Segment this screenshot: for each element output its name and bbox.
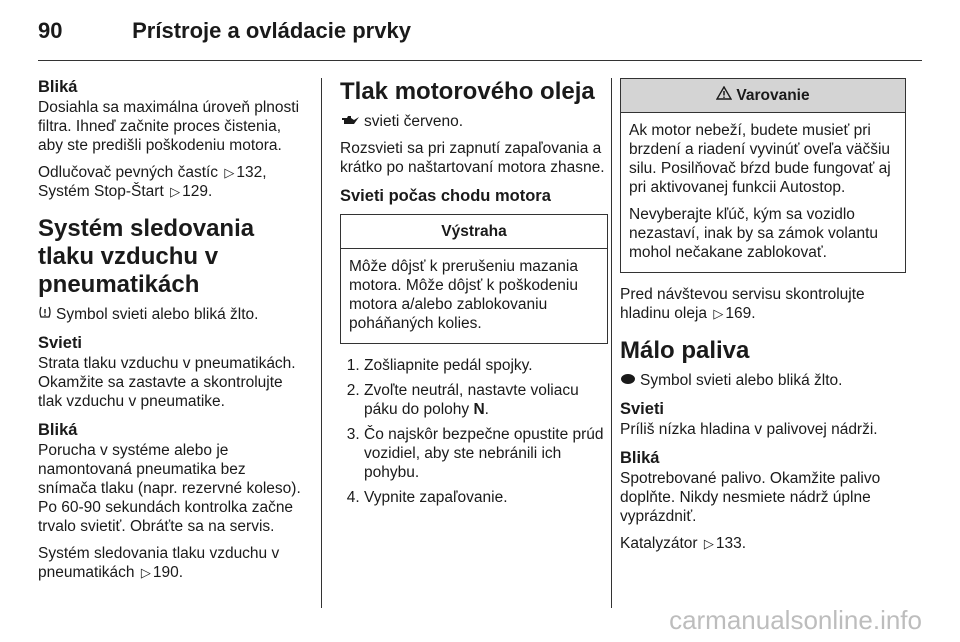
caution-box [340,214,608,344]
arrow-reference-icon: ▷ [170,184,181,199]
column-divider [321,78,322,608]
paragraph: Strata tlaku vzduchu v pneumatikách. Okamžite sa zastavte a skontrolujte tlak vzduchu v pneumatike. [38,355,296,410]
arrow-reference-icon: ▷ [224,165,235,180]
symbol-line: Symbol svieti alebo bliká žlto. [38,305,306,324]
page-title: Prístroje a ovládacie prvky [132,18,411,43]
watermark: carmanualsonline.info [669,605,922,635]
warning-box [620,78,906,273]
list-item: 2. Zvoľte neutrál, nastavte voliacu páku do polohy N. [364,381,608,419]
section-subheading: Svieti počas chodu motora [340,187,551,205]
steps-list [340,356,608,507]
section-subheading: Svieti [620,400,665,418]
paragraph: Spotrebované palivo. Okamžite palivo doplňte. Nikdy nesmiete nádrž úplne vyprázdniť. [620,470,881,525]
warning-triangle-icon [716,86,732,105]
section-subheading: Svieti [38,334,83,352]
column-right [620,78,906,561]
arrow-reference-icon: ▷ [703,536,714,551]
reference-paragraph: Systém sledovania tlaku vzduchu v pneumatikách ▷ 190. [38,545,280,581]
paragraph: Rozsvieti sa pri zapnutí zapaľovania a krátko po naštartovaní motora zhasne. [340,140,605,176]
column-left [38,78,306,590]
warning-box-title: Varovanie [621,79,905,113]
list-item: 1. Zošliapnite pedál spojky. [364,356,608,375]
oil-can-icon [340,112,360,131]
reference-paragraph: Pred návštevou servisu skontrolujte hladinu oleja ▷ 169. [620,286,865,322]
symbol-line: Symbol svieti alebo bliká žlto. [620,371,906,390]
section-title: Tlak motorového oleja [340,78,595,105]
list-item: 4. Vypnite zapaľovanie. [364,488,608,507]
paragraph: Dosiahla sa maximálna úroveň plnosti filtra. Ihneď začnite proces čistenia, aby ste predišli poškodeniu motora. [38,99,300,154]
symbol-line: svieti červeno. [340,112,608,131]
section-subheading: Bliká [38,421,78,439]
caution-box-body: Môže dôjsť k prerušeniu mazania motora. Môže dôjsť k poškodeniu motora a/alebo zablokovaniu poháňaných kolies. [349,258,578,332]
page-header [38,18,411,44]
arrow-reference-icon: ▷ [140,565,151,580]
tire-pressure-icon [38,305,52,324]
list-item: 3. Čo najskôr bezpečne opustite prúd vozidiel, aby ste nebránili ich pohybu. [364,425,608,482]
reference-paragraph: Odlučovač pevných častíc ▷ 132, Systém Stop-Štart ▷ 129. [38,164,267,200]
warning-box-body: Ak motor nebeží, budete musieť pri brzdení a riadení vyvinúť oveľa väčšiu silu. Posilňovač bŕzd bude fungovať aj pri aktivovanej funkcii Autostop. Nevyberajte kľúč, kým sa vozidlo nezastaví, inak by sa zámok volantu mohol nečakane zablokovať. [629,122,891,261]
caution-box-title: Výstraha [341,215,607,249]
section-subheading: Bliká [620,449,660,467]
fuel-icon [620,371,636,390]
section-title: Systém sledovania tlaku vzduchu v pneumatikách [38,215,255,298]
header-rule [38,60,922,61]
paragraph: Porucha v systéme alebo je namontovaná pneumatika bez snímača tlaku (napr. rezervné koleso). Po 60-90 sekundách kontrolka začne trvalo svietiť. Obráťte sa na servis. [38,442,301,535]
paragraph: Príliš nízka hladina v palivovej nádrži. [620,421,878,438]
section-subheading: Bliká [38,78,78,96]
column-middle [340,78,608,513]
reference-paragraph: Katalyzátor ▷ 133. [620,535,747,552]
section-title: Málo paliva [620,337,750,364]
page-number: 90 [38,18,63,43]
arrow-reference-icon: ▷ [713,306,724,321]
column-divider [611,78,612,608]
